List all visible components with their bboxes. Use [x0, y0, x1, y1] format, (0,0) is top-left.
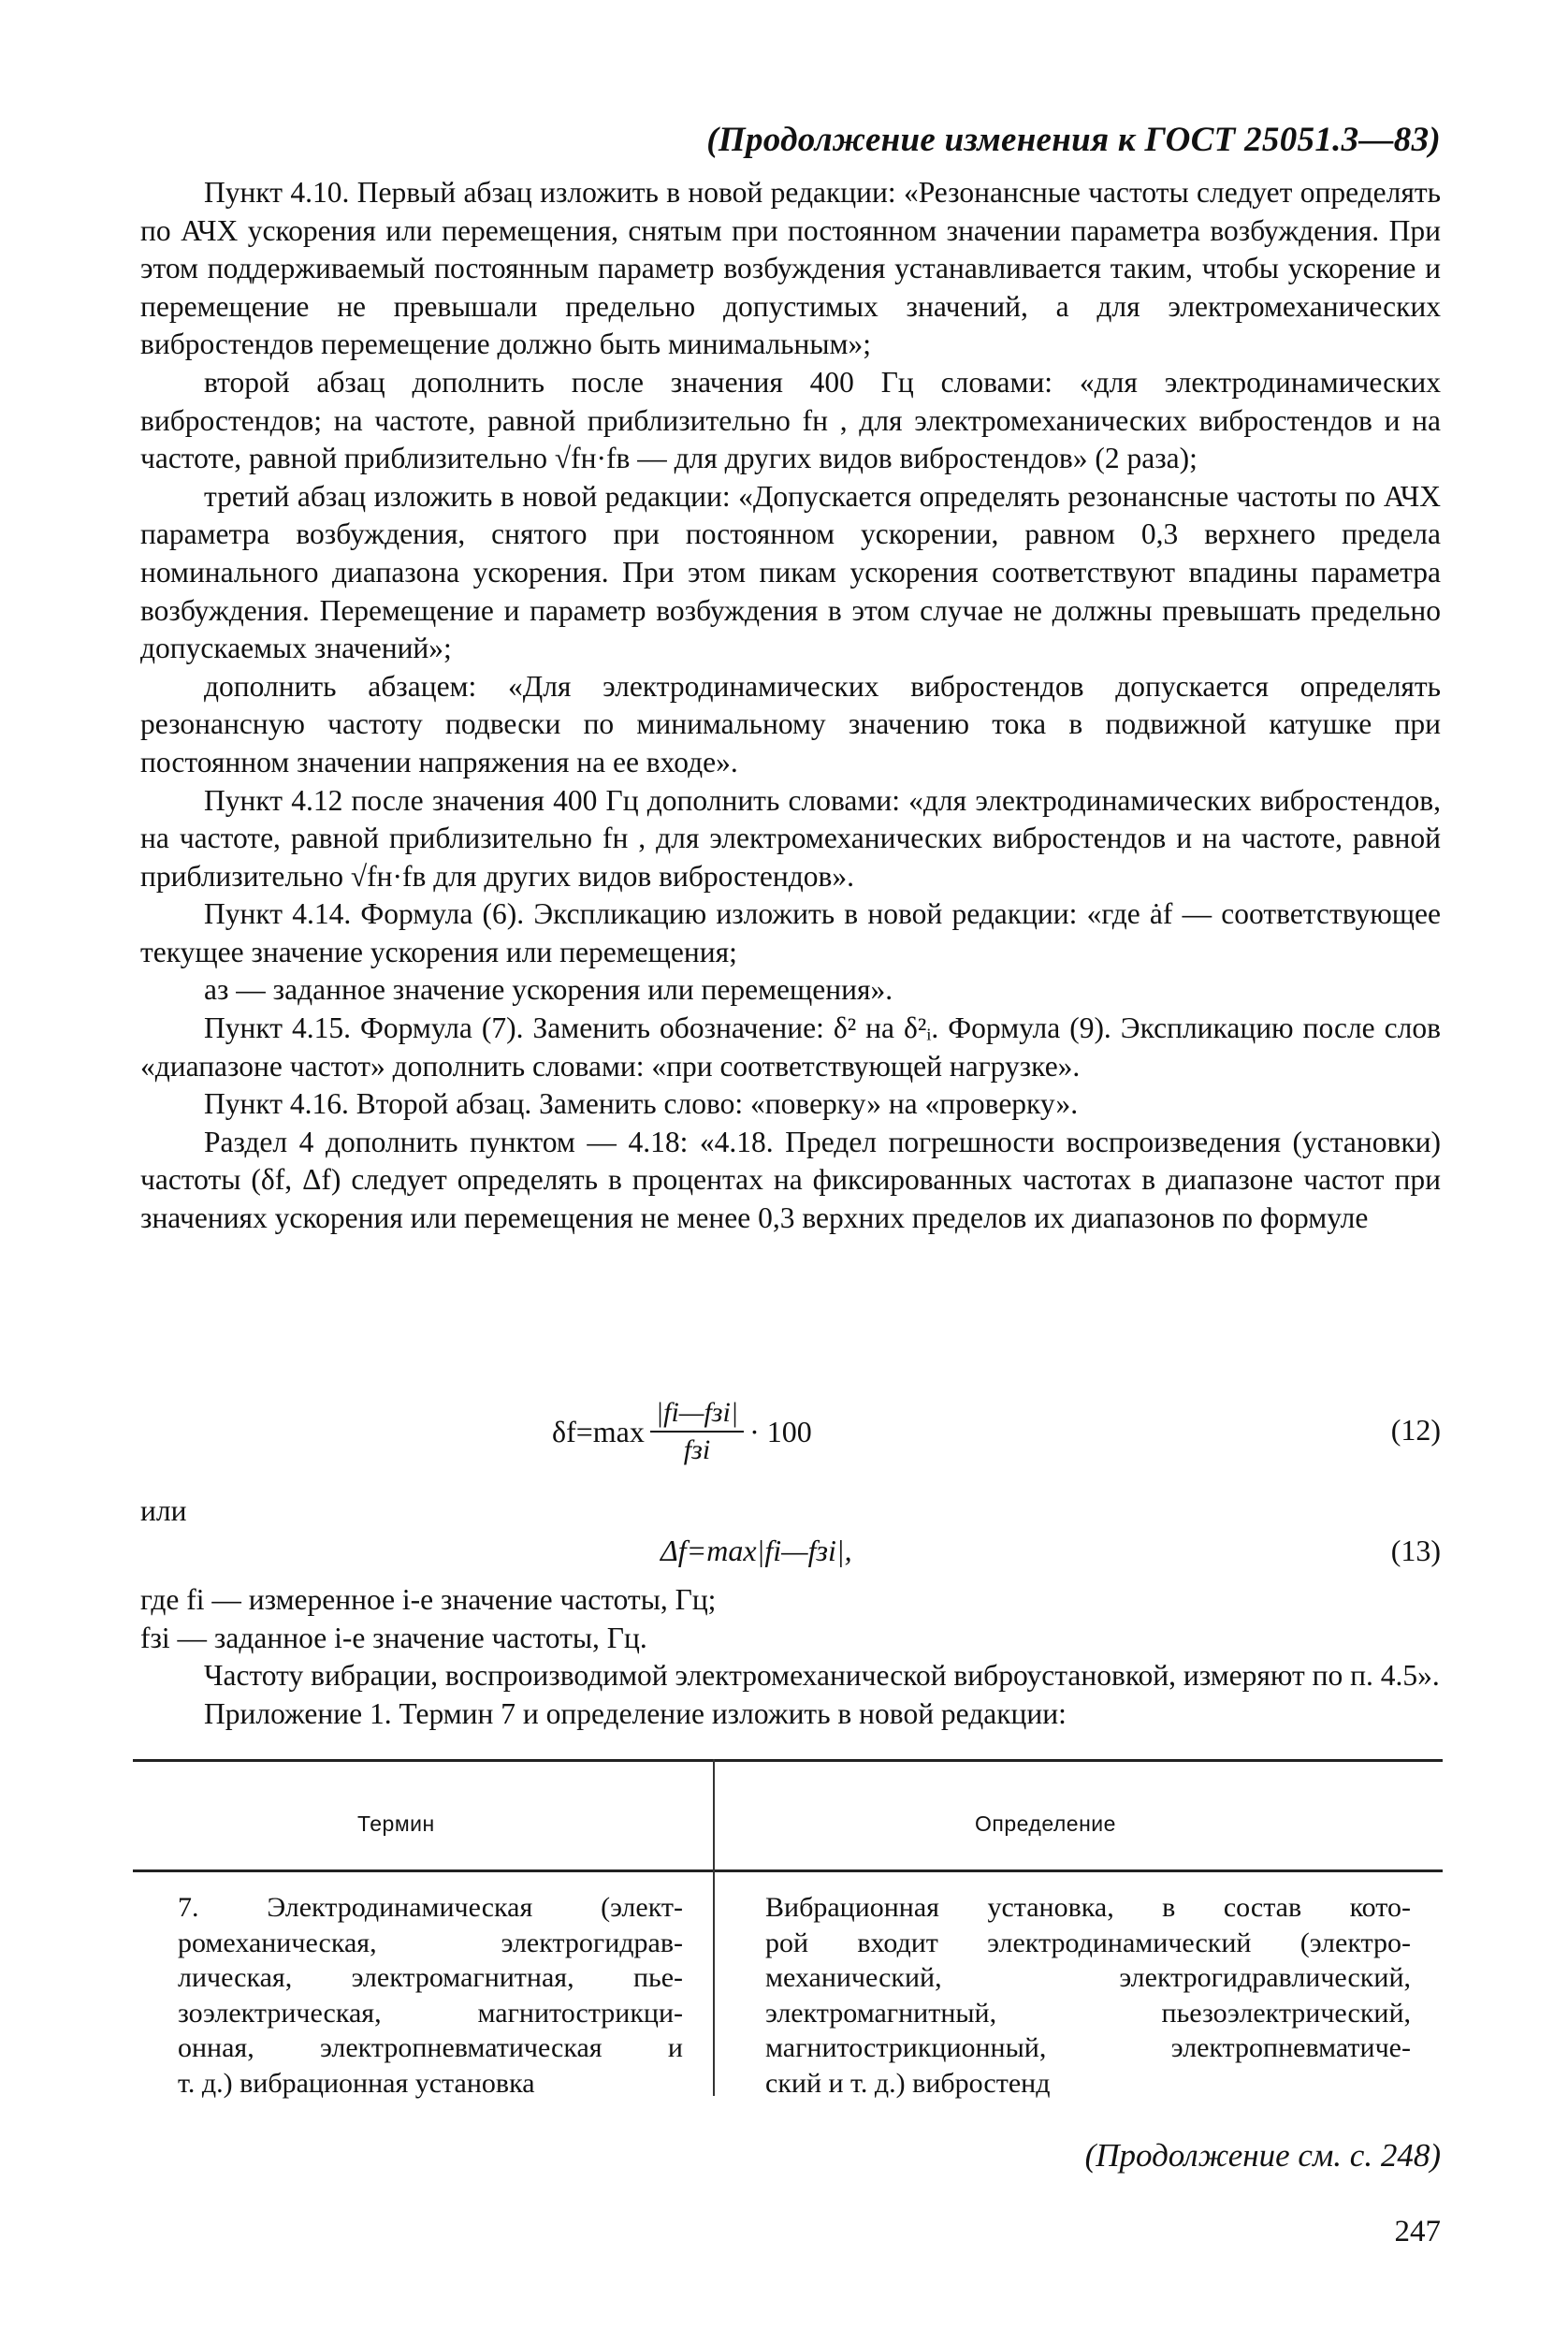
- table-column-divider: [713, 1759, 715, 2096]
- paragraph: Приложение 1. Термин 7 и определение изложить в новой редакции:: [204, 1696, 1067, 1730]
- paragraph: Пункт 4.10. Первый абзац изложить в новой редакции: «Резонансные частоты следует определять по АЧХ ускорения или перемещения, снятым при постоянном значении параметра возбуждения. При этом поддерживаемый постоянным параметр возбуждения устанавливается таким, чтобы ускорение и перемещение не превышали предельно допустимых значений, а для электромеханических вибростендов перемещение должно быть минимальным»;: [140, 176, 1441, 361]
- term-line: 7. Электродинамическая (элект-: [178, 1892, 683, 1923]
- table-header-definition: Определение: [975, 1811, 1116, 1836]
- explication-line: где fi — измеренное i-е значение частоты, Гц;: [140, 1583, 717, 1616]
- terms-table: [133, 1759, 1443, 2099]
- after-formula-text: [140, 1581, 1441, 1733]
- formula-12-expression: [552, 1394, 812, 1469]
- document-page: [140, 0, 1441, 2342]
- formula-12: [140, 1394, 1441, 1469]
- formula-12-number: (12): [1390, 1413, 1441, 1447]
- definition-line: магнитострикционный, электропневматиче-: [765, 2032, 1411, 2063]
- formula-12-tail: · 100: [749, 1414, 812, 1448]
- table-top-rule: [133, 1759, 1443, 1762]
- table-header-term: Термин: [357, 1811, 435, 1836]
- definition-line: ский и т. д.) вибростенд: [765, 2067, 1051, 2099]
- paragraph: Пункт 4.16. Второй абзац. Заменить слово: «поверку» на «проверку».: [204, 1087, 1079, 1121]
- paragraph: Пункт 4.15. Формула (7). Заменить обозначение: δ² на δ²ᵢ. Формула (9). Экспликацию после слов «диапазоне частот» дополнить словами: «при соответствующей нагрузке».: [140, 1011, 1441, 1083]
- formula-12-denominator: fзi: [683, 1434, 711, 1465]
- or-word: или: [140, 1494, 187, 1527]
- table-header-rule: [133, 1869, 1443, 1872]
- page-header: (Продолжение изменения к ГОСТ 25051.3—83): [706, 121, 1441, 159]
- definition-line: Вибрационная установка, в состав кото-: [765, 1892, 1411, 1923]
- paragraph: Пункт 4.14. Формула (6). Экспликацию изложить в новой редакции: «где ȧf — соответствующее текущее значение ускорения или перемещения;: [140, 897, 1441, 968]
- definition-line: механический, электрогидравлический,: [765, 1962, 1411, 1993]
- page-number: 247: [1394, 2215, 1441, 2248]
- paragraph: дополнить абзацем: «Для электродинамических вибростендов допускается определять резонансную частоту подвески по минимальному значению тока в подвижной катушке при постоянном значении напряжения на ее входе».: [140, 669, 1441, 778]
- formula-12-lhs: δf=max: [552, 1414, 645, 1448]
- paragraph: второй абзац дополнить после значения 400 Гц словами: «для электродинамических вибростендов; на частоте, равной приблизительно fн , для электромеханических вибростендов и на частоте, равной приблизительно √fн·fв — для других видов вибростендов» (2 раза);: [140, 365, 1441, 475]
- formula-13: [140, 1528, 1441, 1575]
- term-line: лическая, электромагнитная, пье-: [178, 1962, 683, 1993]
- term-line: ромеханическая, электрогидрав-: [178, 1927, 683, 1958]
- paragraph: Раздел 4 дополнить пунктом — 4.18: «4.18. Предел погрешности воспроизведения (установки) частоты (δf, Δf) следует определять в процентах на фиксированных частотах в диапазоне частот при значениях ускорения или перемещения не менее 0,3 верхних пределов их диапазонов по формуле: [140, 1125, 1441, 1235]
- term-line: т. д.) вибрационная установка: [178, 2067, 535, 2099]
- term-line: зоэлектрическая, магнитострикци-: [178, 1997, 683, 2029]
- paragraph: третий абзац изложить в новой редакции: «Допускается определять резонансные частоты по АЧХ параметра возбуждения, снятого при постоянном ускорении, равном 0,3 верхнего предела номинального диапазона ускорения. При этом пикам ускорения соответствуют впадины параметра возбуждения. Перемещение и параметр возбуждения в этом случае не должны превышать предельно допускаемых значений»;: [140, 479, 1441, 665]
- continuation-note: (Продолжение см. с. 248): [1084, 2137, 1441, 2174]
- body-text: [140, 174, 1441, 1238]
- definition-line: рой входит электродинамический (электро-: [765, 1927, 1411, 1958]
- paragraph: Пункт 4.12 после значения 400 Гц дополнить словами: «для электродинамических вибростендов, на частоте, равной приблизительно fн , для электромеханических вибростендов и на частоте, равной приблизительно √fн·fв для других видов вибростендов».: [140, 783, 1441, 893]
- formula-13-number: (13): [1390, 1534, 1441, 1567]
- table-cell-term: [178, 1890, 683, 2101]
- paragraph: aз — заданное значение ускорения или перемещения».: [204, 973, 893, 1007]
- formula-12-fraction: [650, 1397, 744, 1466]
- formula-13-expression: Δf=max|fi—fзi|,: [661, 1534, 852, 1567]
- definition-line: электромагнитный, пьезоэлектрический,: [765, 1997, 1411, 2029]
- table-cell-definition: [765, 1890, 1411, 2101]
- term-line: онная, электропневматическая и: [178, 2032, 683, 2063]
- formula-12-numerator: |fi—fзi|: [650, 1397, 744, 1433]
- explication-line: fзi — заданное i-е значение частоты, Гц.: [140, 1621, 647, 1654]
- paragraph: Частоту вибрации, воспроизводимой электромеханической виброустановкой, измеряют по п. 4.5».: [204, 1659, 1440, 1693]
